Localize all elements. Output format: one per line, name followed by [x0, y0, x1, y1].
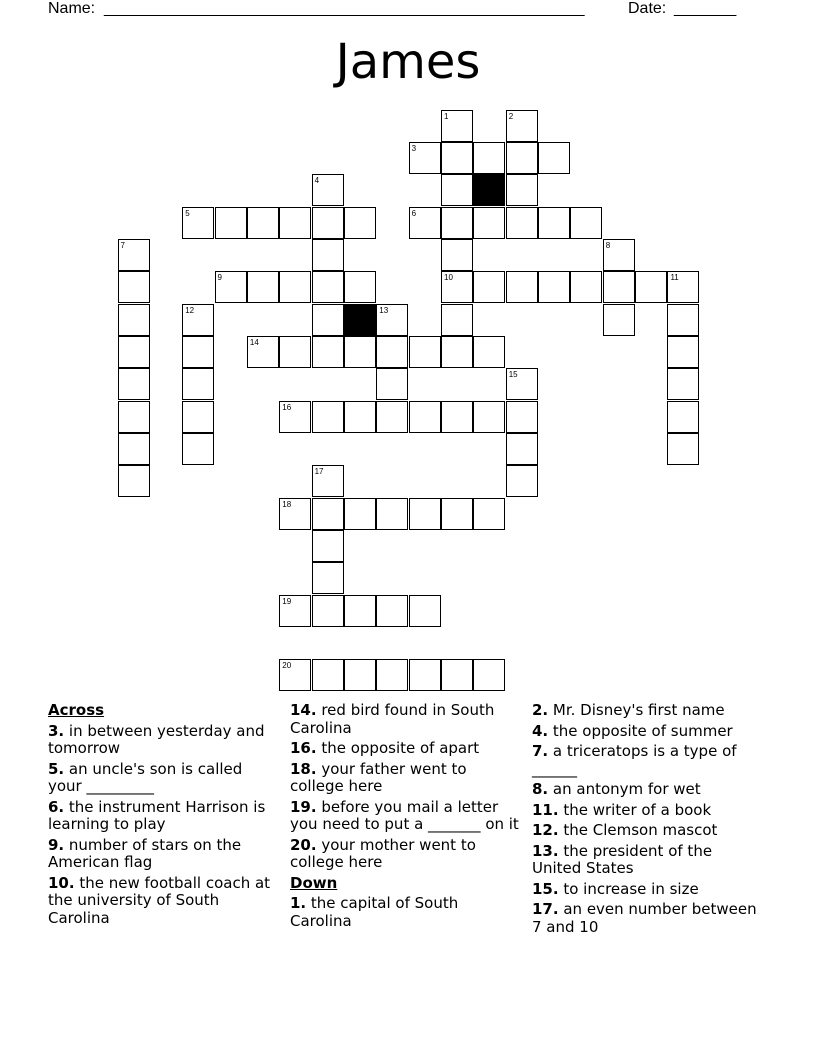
- clue-label-number: 5.: [48, 759, 65, 778]
- grid-cell[interactable]: [182, 433, 214, 465]
- clues-column-1: [48, 702, 273, 930]
- down-clue: [532, 881, 762, 899]
- clue-label-number: 7.: [532, 742, 549, 760]
- grid-cell[interactable]: [506, 207, 538, 239]
- clue-label-number: 1.: [290, 894, 307, 912]
- grid-cell[interactable]: [344, 207, 376, 239]
- grid-cell[interactable]: [441, 207, 473, 239]
- grid-cell[interactable]: [118, 336, 150, 368]
- grid-cell[interactable]: [603, 271, 635, 303]
- clue-number: 13: [379, 305, 389, 315]
- clue-number: 10: [444, 273, 453, 283]
- grid-cell[interactable]: [344, 659, 376, 691]
- grid-cell[interactable]: [312, 595, 344, 627]
- grid-cell[interactable]: [506, 401, 538, 433]
- grid-cell[interactable]: [667, 336, 699, 368]
- clue-text: the Clemson mascot: [558, 821, 718, 839]
- grid-cell[interactable]: [312, 207, 344, 239]
- clue-label-number: 19.: [290, 797, 317, 816]
- clue-label-number: 6.: [48, 797, 65, 816]
- clue-number: 8: [605, 240, 611, 250]
- grid-cell[interactable]: [506, 174, 538, 206]
- clue-label-number: 18.: [290, 759, 317, 778]
- grid-cell[interactable]: [279, 401, 311, 433]
- clue-text: an antonym for wet: [548, 780, 701, 798]
- across-clue: [290, 837, 520, 872]
- clue-label-number: 4.: [532, 721, 549, 740]
- grid-cell[interactable]: [376, 401, 408, 433]
- grid-cell[interactable]: [118, 368, 150, 400]
- clue-text: your father went to college here: [290, 759, 467, 795]
- clue-number: 1: [444, 111, 449, 121]
- down-clue: [532, 702, 762, 720]
- grid-cell[interactable]: [312, 659, 344, 691]
- grid-cell[interactable]: [376, 659, 408, 691]
- grid-cell[interactable]: [603, 304, 635, 336]
- clue-number: 20: [282, 661, 292, 671]
- across-heading: Across: [48, 701, 105, 719]
- grid-cell[interactable]: [409, 142, 441, 174]
- clue-label-number: 3.: [48, 721, 65, 740]
- across-clue: [48, 761, 273, 796]
- clue-label-number: 8.: [532, 780, 549, 798]
- grid-cell[interactable]: [182, 207, 214, 239]
- grid-cell[interactable]: [376, 595, 408, 627]
- clue-number: 6: [411, 208, 417, 218]
- grid-cell[interactable]: [441, 304, 473, 336]
- grid-cell[interactable]: [118, 271, 150, 303]
- clue-label-number: 11.: [532, 800, 559, 819]
- grid-cell[interactable]: [312, 174, 344, 206]
- puzzle-title: James: [335, 34, 481, 90]
- across-clue: [290, 702, 520, 737]
- clue-text: the writer of a book: [558, 800, 712, 819]
- clue-number: 11: [670, 273, 679, 283]
- clue-number: 19: [282, 596, 292, 606]
- grid-cell[interactable]: [344, 401, 376, 433]
- grid-cell[interactable]: [667, 368, 699, 400]
- grid-cell[interactable]: [441, 239, 473, 271]
- grid-cell[interactable]: [667, 271, 699, 303]
- grid-cell[interactable]: [473, 336, 505, 368]
- across-clue: [48, 723, 273, 758]
- clue-text: before you mail a letter you need to put a _______ on it: [290, 797, 519, 833]
- grid-cell[interactable]: [441, 142, 473, 174]
- down-clue: [532, 822, 762, 840]
- grid-cell[interactable]: [506, 433, 538, 465]
- grid-cell[interactable]: [182, 336, 214, 368]
- black-cell: [473, 174, 505, 206]
- grid-cell[interactable]: [182, 368, 214, 400]
- grid-cell[interactable]: [279, 595, 311, 627]
- clue-text: the president of the United States: [532, 841, 713, 877]
- grid-cell[interactable]: [279, 659, 311, 691]
- grid-cell[interactable]: [409, 336, 441, 368]
- grid-cell[interactable]: [118, 239, 150, 271]
- clue-number: 12: [185, 305, 195, 315]
- grid-cell[interactable]: [376, 336, 408, 368]
- clue-text: a triceratops is a type of ______: [532, 742, 737, 778]
- down-clue: [532, 781, 762, 799]
- down-clue: [532, 743, 762, 778]
- grid-cell[interactable]: [344, 336, 376, 368]
- grid-cell[interactable]: [312, 239, 344, 271]
- across-clue: [48, 799, 273, 834]
- clue-number: 5: [185, 208, 190, 218]
- name-field[interactable]: ______________________________________________________: [104, 0, 585, 17]
- grid-cell[interactable]: [247, 207, 279, 239]
- grid-cell[interactable]: [118, 304, 150, 336]
- grid-cell[interactable]: [312, 336, 344, 368]
- clue-number: 3: [411, 143, 417, 153]
- clue-number: 9: [217, 273, 222, 283]
- clue-text: the new football coach at the university of South Carolina: [48, 873, 271, 927]
- grid-cell[interactable]: [473, 142, 505, 174]
- grid-cell[interactable]: [441, 659, 473, 691]
- grid-cell[interactable]: [409, 659, 441, 691]
- grid-cell[interactable]: [570, 271, 602, 303]
- clue-label-number: 17.: [532, 900, 559, 918]
- clue-label-number: 9.: [48, 835, 65, 854]
- grid-cell[interactable]: [409, 207, 441, 239]
- date-field[interactable]: _______: [674, 0, 737, 17]
- grid-cell[interactable]: [441, 174, 473, 206]
- grid-cell[interactable]: [506, 271, 538, 303]
- grid-cell[interactable]: [376, 304, 408, 336]
- grid-cell[interactable]: [215, 271, 247, 303]
- grid-cell[interactable]: [118, 465, 150, 497]
- grid-cell[interactable]: [441, 336, 473, 368]
- down-clue: [532, 843, 762, 878]
- clue-label-number: 2.: [532, 701, 549, 719]
- grid-cell[interactable]: [538, 142, 570, 174]
- clue-number: 7: [120, 240, 125, 250]
- grid-cell[interactable]: [506, 368, 538, 400]
- grid-cell[interactable]: [312, 498, 344, 530]
- grid-cell[interactable]: [376, 368, 408, 400]
- clue-text: to increase in size: [558, 879, 699, 898]
- down-clue: [290, 895, 520, 930]
- across-clue: [290, 799, 520, 834]
- clue-text: the instrument Harrison is learning to play: [48, 797, 266, 833]
- clue-text: the opposite of summer: [548, 721, 733, 740]
- clue-number: 16: [282, 402, 292, 412]
- down-clue: [532, 723, 762, 741]
- clue-text: an uncle's son is called your _________: [48, 759, 243, 795]
- grid-cell[interactable]: [635, 271, 667, 303]
- grid-cell[interactable]: [473, 659, 505, 691]
- black-cell: [344, 304, 376, 336]
- clue-number: 17: [314, 467, 324, 477]
- clue-label-number: 20.: [290, 835, 317, 854]
- grid-cell[interactable]: [441, 498, 473, 530]
- clue-text: an even number between 7 and 10: [532, 900, 757, 936]
- grid-cell[interactable]: [344, 595, 376, 627]
- down-heading: Down: [290, 873, 338, 892]
- grid-cell[interactable]: [312, 530, 344, 562]
- grid-cell[interactable]: [409, 498, 441, 530]
- grid-cell[interactable]: [409, 595, 441, 627]
- grid-cell[interactable]: [667, 304, 699, 336]
- grid-cell[interactable]: [279, 207, 311, 239]
- date-label: Date:: [628, 0, 667, 17]
- clues-column-2: [290, 702, 520, 933]
- grid-cell[interactable]: [506, 142, 538, 174]
- grid-cell[interactable]: [344, 271, 376, 303]
- grid-cell[interactable]: [667, 401, 699, 433]
- grid-cell[interactable]: [247, 336, 279, 368]
- grid-cell[interactable]: [312, 304, 344, 336]
- grid-cell[interactable]: [376, 498, 408, 530]
- down-clue: [532, 901, 762, 936]
- clue-text: number of stars on the American flag: [48, 835, 242, 871]
- clue-number: 2: [508, 111, 514, 121]
- grid-cell[interactable]: [506, 110, 538, 142]
- grid-cell[interactable]: [441, 271, 473, 303]
- grid-cell[interactable]: [603, 239, 635, 271]
- grid-cell[interactable]: [182, 401, 214, 433]
- grid-cell[interactable]: [409, 401, 441, 433]
- clue-text: Mr. Disney's first name: [548, 701, 725, 719]
- grid-cell[interactable]: [118, 433, 150, 465]
- grid-cell[interactable]: [473, 401, 505, 433]
- clue-text: red bird found in South Carolina: [290, 701, 495, 737]
- grid-cell[interactable]: [182, 304, 214, 336]
- grid-cell[interactable]: [312, 465, 344, 497]
- grid-cell[interactable]: [473, 271, 505, 303]
- across-clue: [290, 740, 520, 758]
- across-clue: [48, 837, 273, 872]
- clue-label-number: 12.: [532, 821, 559, 839]
- grid-cell[interactable]: [215, 207, 247, 239]
- down-clue: [532, 802, 762, 820]
- clue-label-number: 14.: [290, 701, 317, 719]
- grid-cell[interactable]: [118, 401, 150, 433]
- grid-cell[interactable]: [538, 271, 570, 303]
- grid-cell[interactable]: [473, 207, 505, 239]
- grid-cell[interactable]: [247, 271, 279, 303]
- clue-label-number: 16.: [290, 739, 317, 757]
- clue-number: 4: [314, 176, 320, 186]
- grid-cell[interactable]: [667, 433, 699, 465]
- clue-label-number: 15.: [532, 879, 559, 898]
- across-clue: [48, 875, 273, 928]
- clue-text: the opposite of apart: [316, 739, 480, 757]
- clue-number: 18: [282, 499, 292, 509]
- name-label: Name:: [48, 0, 96, 17]
- clue-text: the capital of South Carolina: [290, 894, 459, 930]
- clue-number: 15: [508, 370, 518, 380]
- grid-cell[interactable]: [441, 401, 473, 433]
- grid-cell[interactable]: [570, 207, 602, 239]
- grid-cell[interactable]: [279, 271, 311, 303]
- grid-cell[interactable]: [506, 465, 538, 497]
- clue-label-number: 10.: [48, 873, 75, 892]
- grid-cell[interactable]: [279, 498, 311, 530]
- grid-cell[interactable]: [312, 401, 344, 433]
- grid-cell[interactable]: [441, 110, 473, 142]
- grid-cell[interactable]: [344, 498, 376, 530]
- clues-column-3: [532, 702, 762, 939]
- across-clue: [290, 761, 520, 796]
- grid-cell[interactable]: [279, 336, 311, 368]
- clue-text: your mother went to college here: [290, 835, 476, 871]
- grid-cell[interactable]: [312, 562, 344, 594]
- clue-label-number: 13.: [532, 841, 559, 860]
- clue-text: in between yesterday and tomorrow: [48, 721, 265, 757]
- clue-number: 14: [249, 337, 259, 347]
- grid-cell[interactable]: [473, 498, 505, 530]
- grid-cell[interactable]: [538, 207, 570, 239]
- grid-cell[interactable]: [312, 271, 344, 303]
